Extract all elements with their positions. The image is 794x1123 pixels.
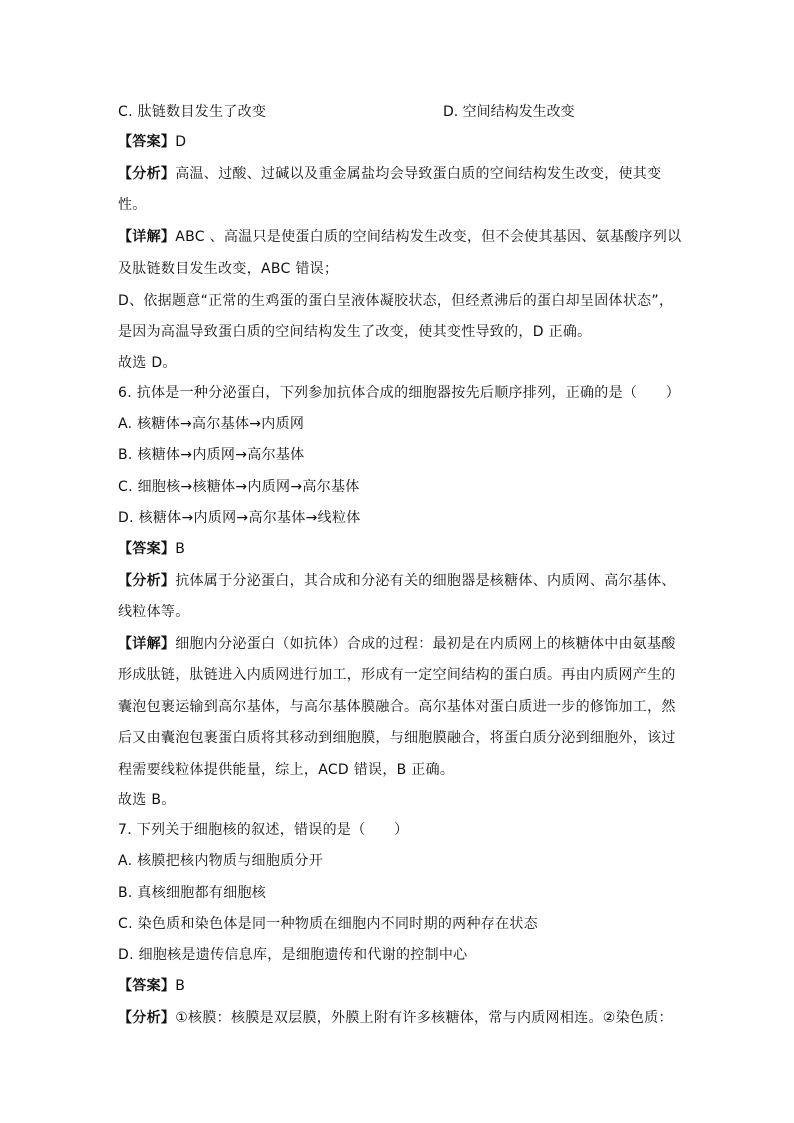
answer-value: B (175, 541, 186, 557)
q6-option-a: A. 核糖体→高尔基体→内质网 (118, 416, 305, 432)
analysis-tag: 【分析】 (118, 573, 176, 589)
answer-tag: 【答案】 (118, 134, 176, 150)
q6-answer (118, 539, 678, 559)
q6-option-c: C. 细胞核→核糖体→内质网→高尔基体 (118, 479, 360, 495)
q7-option-a: A. 核膜把核内物质与细胞质分开 (118, 853, 324, 869)
q5-answer (118, 132, 678, 152)
q6-analysis-line-2: 线粒体等。 (118, 604, 190, 620)
answer-tag: 【答案】 (118, 978, 176, 994)
q7-option-d: D. 细胞核是遗传信息库，是细胞遗传和代谢的控制中心 (118, 947, 468, 963)
q5-option-d: D. 空间结构发生改变 (443, 104, 575, 120)
q7-stem: 7. 下列关于细胞核的叙述，错误的是（ ） (118, 822, 409, 838)
q5-detail-line-2: 及肽链数目发生改变，ABC 错误； (118, 261, 339, 277)
q7-option-c: C. 染色质和染色体是同一种物质在细胞内不同时期的两种存在状态 (118, 916, 538, 932)
q5-analysis-line-2: 性。 (118, 197, 147, 213)
q6-option-d: D. 核糖体→内质网→高尔基体→线粒体 (118, 510, 361, 526)
detail-tag: 【详解】 (118, 636, 176, 652)
analysis-text: ①核膜：核膜是双层膜，外膜上附有许多核糖体，常与内质网相连。②染色质： (175, 1010, 673, 1026)
q7-analysis-line-1 (118, 1008, 678, 1028)
q6-conclusion: 故选 B。 (118, 792, 176, 808)
q7-answer (118, 976, 678, 996)
analysis-text: 高温、过酸、过碱以及重金属盐均会导致蛋白质的空间结构发生改变，使其变 (175, 166, 662, 182)
detail-text: ABC 、高温只是使蛋白质的空间结构发生改变，但不会使其基因、氨基酸序列以 (175, 229, 682, 245)
q6-detail-line-4: 后又由囊泡包裹蛋白质将其移动到细胞膜，与细胞膜融合，将蛋白质分泌到细胞外，该过 (118, 730, 676, 746)
q6-detail-line-2: 形成肽链，肽链进入内质网进行加工，形成有一定空间结构的蛋白质。再由内质网产生的 (118, 667, 676, 683)
q6-analysis-line-1 (118, 571, 678, 591)
answer-tag: 【答案】 (118, 541, 176, 557)
answer-value: B (175, 978, 186, 994)
q5-detail-line-4: 是因为高温导致蛋白质的空间结构发生了改变，使其变性导致的，D 正确。 (118, 324, 592, 340)
analysis-text: 抗体属于分泌蛋白，其合成和分泌有关的细胞器是核糖体、内质网、高尔基体、 (175, 573, 676, 589)
q6-detail-line-3: 囊泡包裹运输到高尔基体，与高尔基体膜融合。高尔基体对蛋白质进一步的修饰加工，然 (118, 699, 676, 715)
q6-option-b: B. 核糖体→内质网→高尔基体 (118, 447, 305, 463)
analysis-tag: 【分析】 (118, 1010, 176, 1026)
q6-detail-line-1 (118, 634, 678, 654)
q5-conclusion: 故选 D。 (118, 355, 177, 371)
q6-detail-line-5: 程需要线粒体提供能量，综上，ACD 错误，B 正确。 (118, 762, 455, 778)
q5-detail-line-1 (118, 227, 682, 247)
detail-tag: 【详解】 (118, 229, 176, 245)
option-text: C. 肽链数目发生了改变 (118, 104, 267, 120)
q6-stem: 6. 抗体是一种分泌蛋白，下列参加抗体合成的细胞器按先后顺序排列，正确的是（ ） (118, 385, 681, 401)
analysis-tag: 【分析】 (118, 166, 176, 182)
q5-analysis-line-1 (118, 164, 678, 184)
q5-detail-line-3: D、依据题意“正常的生鸡蛋的蛋白呈液体凝胶状态，但经煮沸后的蛋白却呈固体状态”， (118, 293, 674, 309)
detail-text: 细胞内分泌蛋白（如抗体）合成的过程：最初是在内质网上的核糖体中由氨基酸 (175, 636, 676, 652)
answer-value: D (175, 134, 187, 150)
q7-option-b: B. 真核细胞都有细胞核 (118, 885, 267, 901)
q5-option-c (118, 102, 678, 122)
